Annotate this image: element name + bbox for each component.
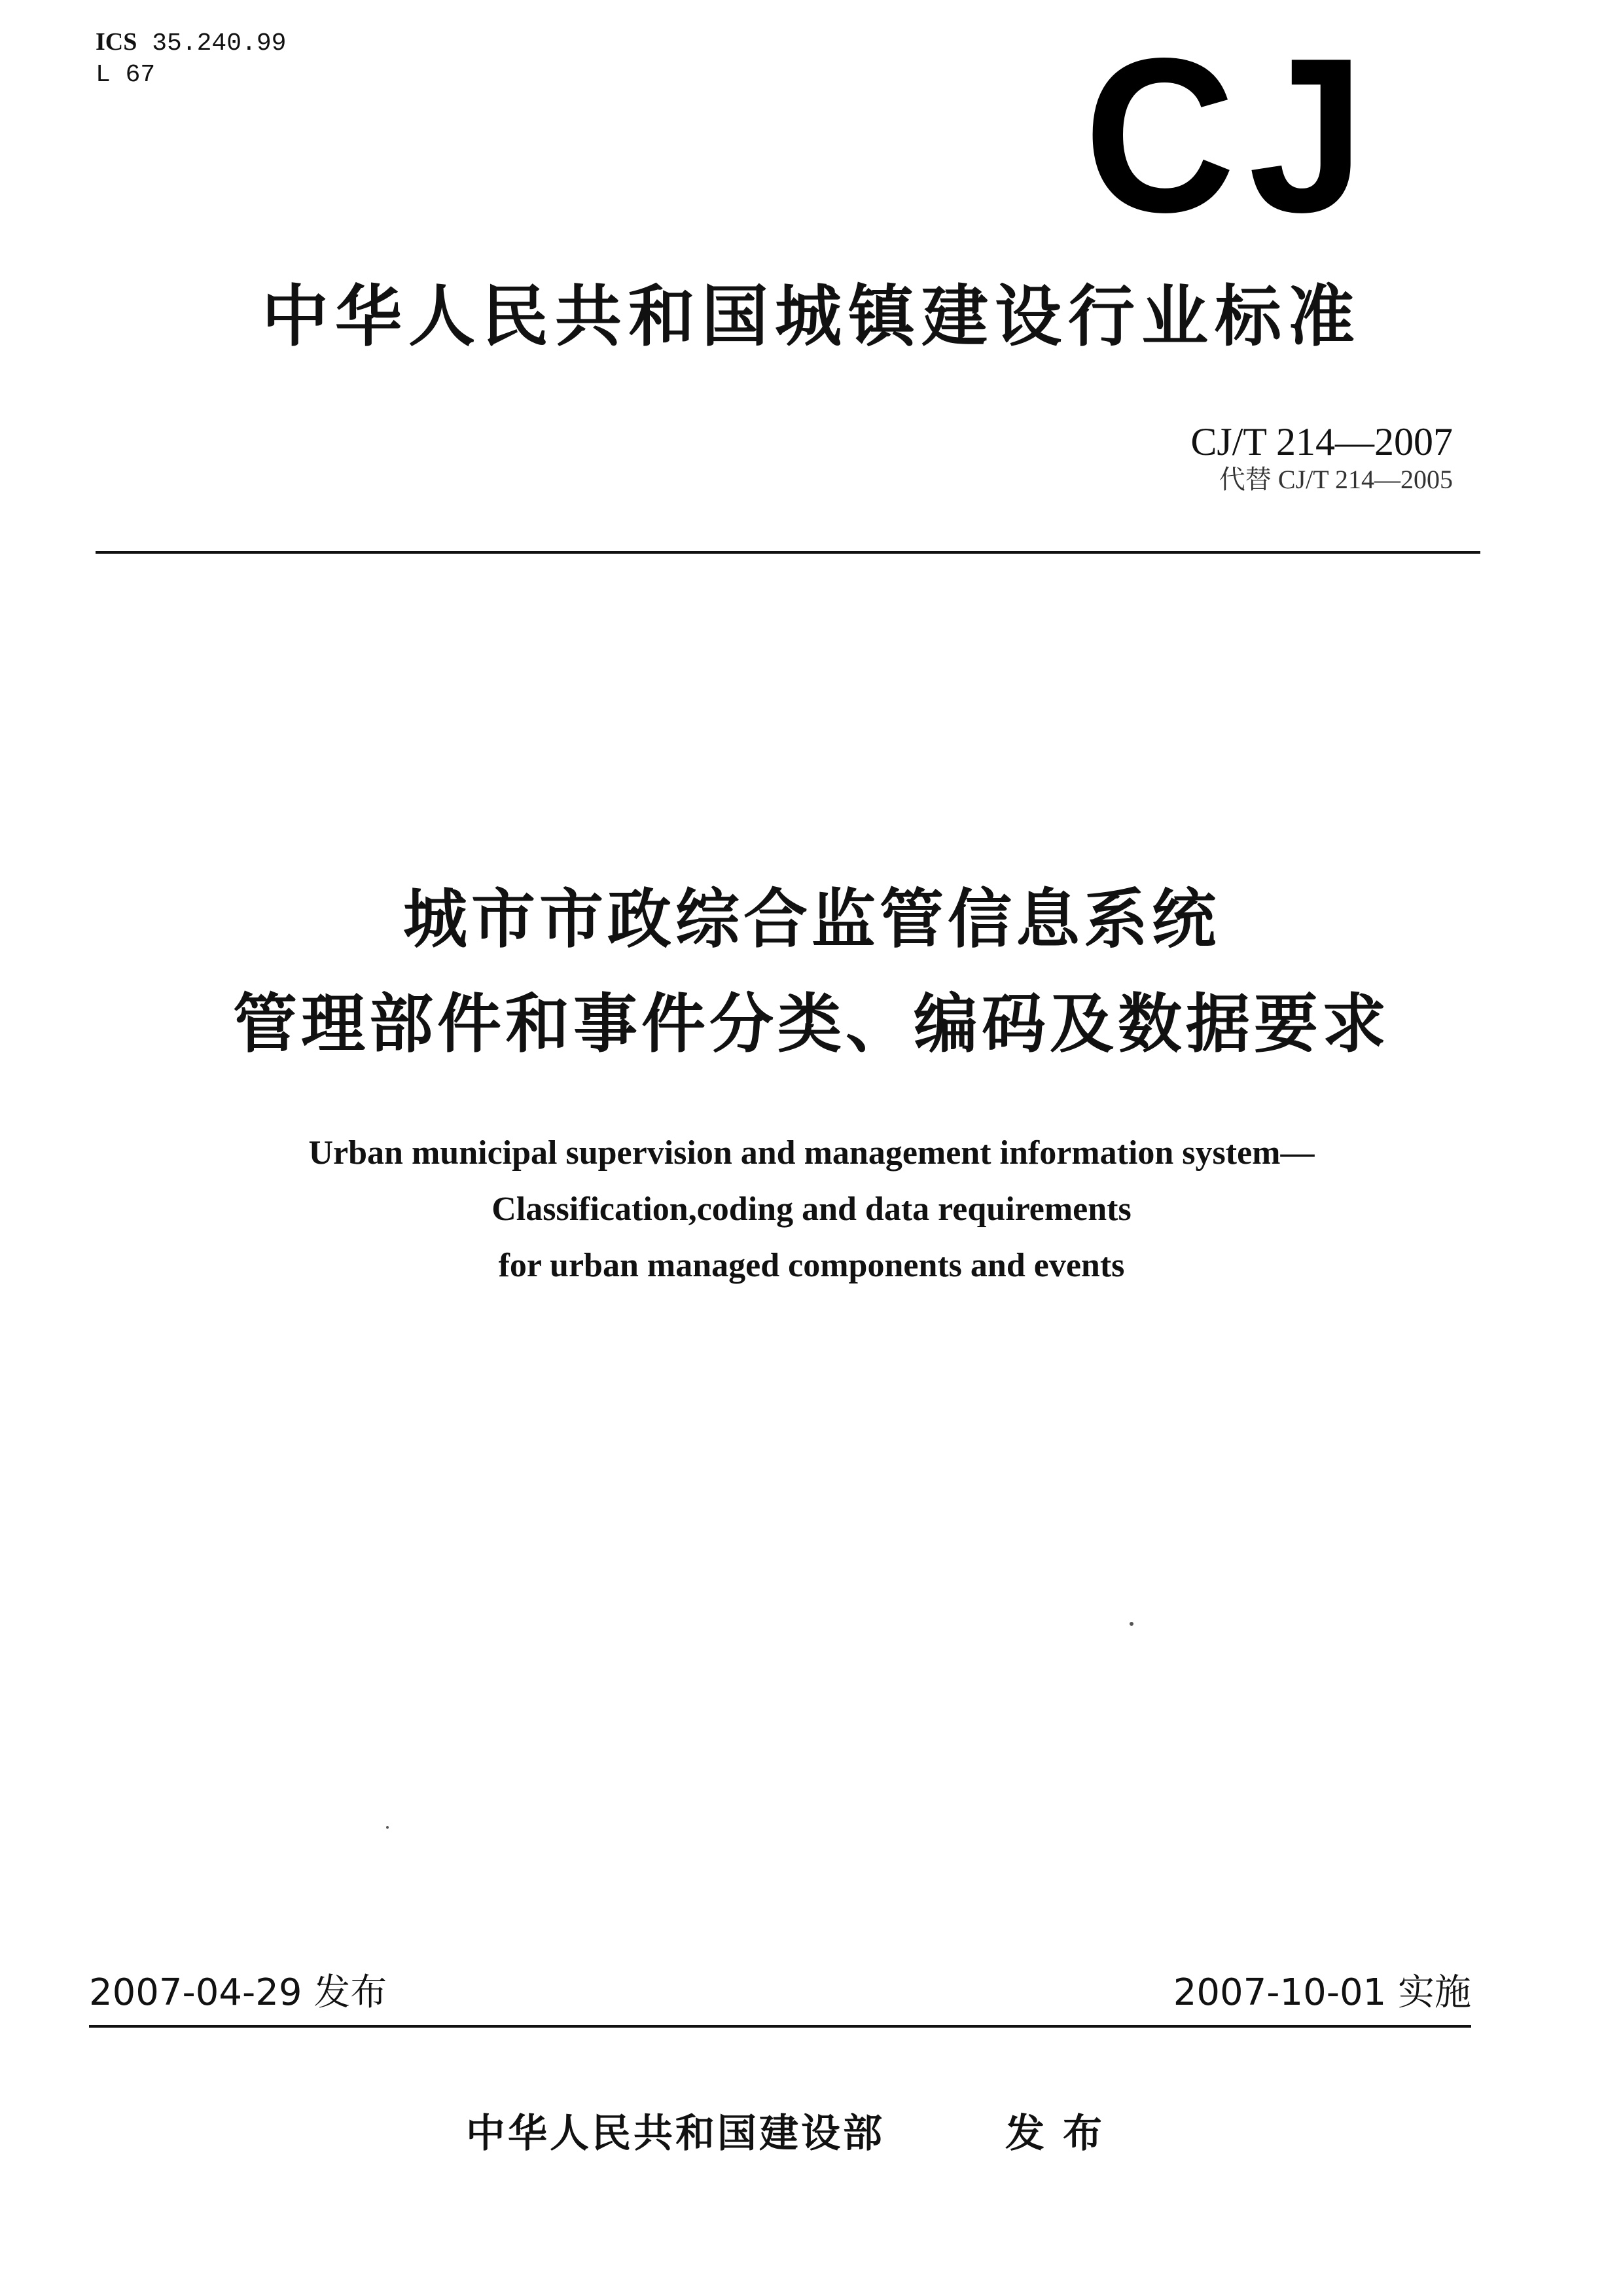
ics-code: 35.240.99	[152, 29, 287, 58]
cj-logo	[1065, 12, 1397, 258]
footer-rule	[89, 2025, 1471, 2028]
standard-number: CJ/T 214—2007	[1190, 420, 1453, 463]
classification-codes	[96, 26, 286, 91]
header-rule	[96, 551, 1480, 554]
english-title-line-2: Classification,coding and data requirements	[491, 1191, 1132, 1228]
english-title-line-3: for urban managed components and events	[498, 1247, 1125, 1284]
issue-date: 2007-04-29 发布	[89, 1971, 387, 2014]
issue-label: 发布	[1005, 2111, 1120, 2157]
replaced-standard: 代替 CJ/T 214—2005	[1219, 465, 1453, 494]
chinese-title-line-2: 管理部件和事件分类、编码及数据要求	[232, 987, 1390, 1062]
scan-speck	[386, 1826, 389, 1829]
effective-date: 2007-10-01 实施	[1173, 1971, 1471, 2014]
ccs-code: L 67	[96, 61, 156, 89]
cj-logo-text: CJ	[1084, 12, 1378, 258]
scan-speck	[1130, 1622, 1133, 1626]
ics-line	[96, 26, 286, 60]
chinese-title-line-1: 城市市政综合监管信息系统	[402, 882, 1220, 957]
issuing-authority: 中华人民共和国建设部	[466, 2111, 885, 2157]
industry-standard-title: 中华人民共和国城镇建设行业标准	[262, 278, 1361, 356]
ics-label: ICS	[96, 28, 137, 56]
english-title-line-1: Urban municipal supervision and management information system—	[308, 1134, 1315, 1172]
